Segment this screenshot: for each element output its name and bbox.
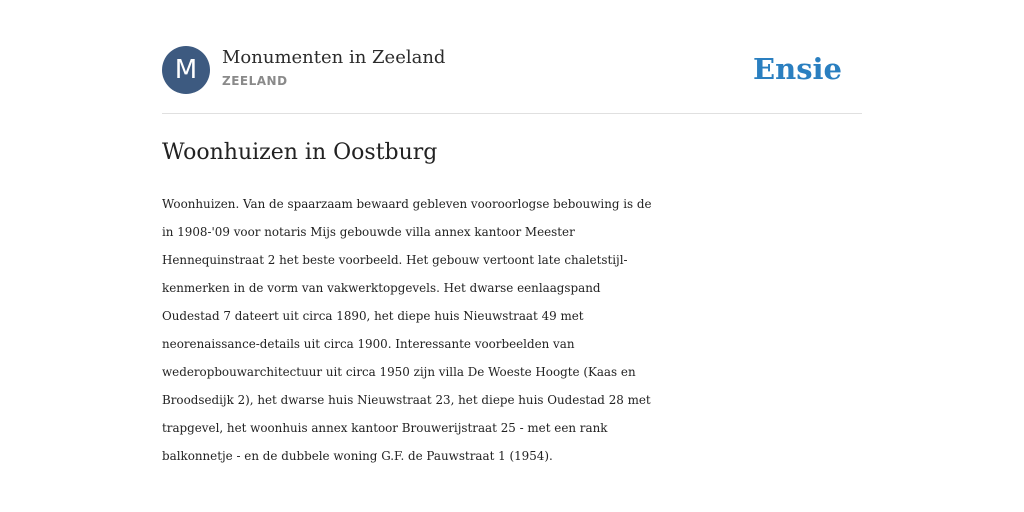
header-divider [162,113,862,114]
entry-card [162,0,862,512]
entry-body-line: neorenaissance-details uit circa 1900. Interessante voorbeelden van [162,337,575,351]
entry-body-line: Woonhuizen. Van de spaarzaam bewaard gebleven vooroorlogse bebouwing is de [162,197,652,211]
collection-region: ZEELAND [222,74,288,88]
ensie-logo[interactable]: Ensie [753,52,842,86]
entry-body [162,190,862,470]
entry-body-line: Oudestad 7 dateert uit circa 1890, het diepe huis Nieuwstraat 49 met [162,309,584,323]
entry-body-line: in 1908-'09 voor notaris Mijs gebouwde villa annex kantoor Meester [162,225,575,239]
entry-body-line: kenmerken in de vorm van vakwerktopgevels. Het dwarse eenlaagspand [162,281,601,295]
entry-title: Woonhuizen in Oostburg [162,140,438,165]
entry-body-line: balkonnetje - en de dubbele woning G.F. de Pauwstraat 1 (1954). [162,449,553,463]
collection-avatar[interactable]: M [162,46,210,94]
entry-body-line: Broodsedijk 2), het dwarse huis Nieuwstraat 23, het diepe huis Oudestad 28 met [162,393,651,407]
collection-header [162,46,862,96]
entry-body-line: trapgevel, het woonhuis annex kantoor Brouwerijstraat 25 - met een rank [162,421,608,435]
entry-body-line: wederopbouwarchitectuur uit circa 1950 zijn villa De Woeste Hoogte (Kaas en [162,365,636,379]
collection-title[interactable]: Monumenten in Zeeland [222,47,446,68]
entry-body-line: Hennequinstraat 2 het beste voorbeeld. Het gebouw vertoont late chaletstijl- [162,253,628,267]
